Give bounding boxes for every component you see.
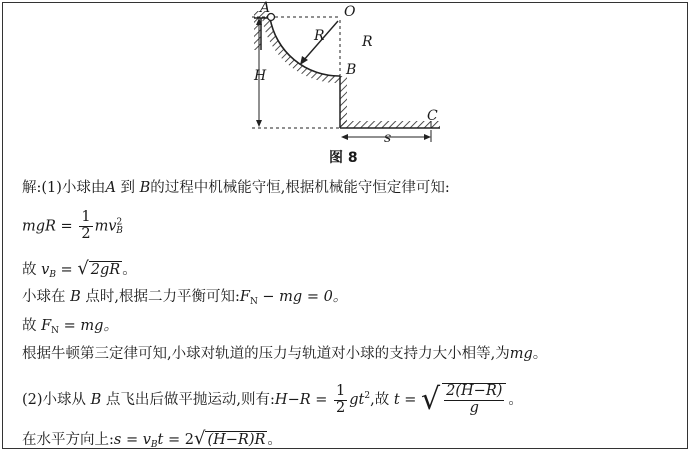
var: F (239, 289, 250, 305)
text: 。 (122, 262, 137, 278)
text: 点时,根据二力平衡可知: (85, 289, 240, 305)
denominator: 2 (81, 225, 91, 242)
radicand: 2gR (90, 262, 121, 278)
text: 小球在 (22, 289, 66, 305)
subscript: N (51, 326, 60, 336)
var: F (41, 318, 52, 334)
label-H: H (254, 68, 267, 84)
text: 。 (508, 392, 523, 408)
sqrt-icon: √ (193, 428, 206, 449)
label-A: A (260, 0, 271, 16)
text: = (310, 392, 333, 408)
var: s (113, 432, 122, 448)
solution-line-6 (22, 346, 547, 363)
label-O: O (344, 4, 356, 20)
exponent: 2 (364, 391, 371, 401)
text: = mg。 (59, 318, 118, 334)
sqrt-icon: √ (77, 258, 89, 279)
label-R-radius: R (314, 28, 325, 44)
numerator: 2(H−R) (446, 383, 503, 400)
var: A (105, 180, 116, 196)
text: 在水平方向上: (22, 432, 114, 448)
label-B: B (346, 62, 357, 78)
text: = (55, 262, 78, 278)
label-s: s (384, 130, 392, 146)
var: t (157, 432, 164, 448)
text: ,故 (370, 392, 394, 408)
solution-line-4 (22, 289, 347, 308)
text: = (399, 392, 422, 408)
s-dim-arrow-left (341, 134, 348, 140)
denominator: g (469, 400, 479, 416)
var: B (90, 392, 102, 408)
radicand: (H−R)R (207, 432, 266, 448)
text: 的过程中机械能守恒,根据机械能守恒定律可知: (150, 180, 450, 196)
text: = (55, 218, 78, 235)
text: 。 (532, 346, 548, 362)
text: 。 (267, 432, 282, 448)
solution-line-8 (22, 428, 282, 451)
text: (2)小球从 (22, 392, 87, 408)
text: 解:(1)小球由 (22, 180, 106, 196)
solution-line-5 (22, 318, 118, 337)
s-dim-arrow-right (424, 134, 431, 140)
var: B (139, 180, 151, 196)
var: mgR (22, 218, 56, 235)
text: = 2 (163, 432, 194, 448)
var: mv (94, 218, 117, 235)
sqrt-icon: √ (421, 382, 441, 417)
wall-BC-hatch (340, 76, 347, 128)
text: − mg = 0。 (257, 289, 348, 305)
solution-line-7 (22, 382, 523, 418)
fraction (79, 210, 92, 243)
text: 故 (22, 318, 42, 334)
var: B (70, 289, 81, 305)
label-R-side: R (362, 34, 373, 50)
text: 到 (120, 180, 136, 196)
label-C: C (427, 108, 438, 124)
numerator: 1 (336, 382, 346, 399)
var: gt (349, 392, 365, 408)
text: = (121, 432, 143, 448)
figure-caption: 图 8 (329, 150, 358, 166)
radical-fraction (442, 383, 506, 417)
subscript: N (249, 297, 258, 307)
exponent: 2 (116, 217, 123, 228)
text: 故 (22, 262, 42, 278)
subscript: B (49, 270, 56, 280)
var: mg (509, 346, 533, 362)
numerator: 1 (81, 209, 91, 225)
var: v (142, 432, 151, 448)
fraction (334, 384, 347, 417)
var: H−R (274, 392, 311, 408)
ground-hatch (340, 121, 440, 128)
subscript: B (116, 226, 123, 237)
solution-line-3 (22, 258, 137, 281)
solution-line-2 (22, 210, 123, 243)
var: v (41, 262, 50, 278)
curved-track-hatch (262, 18, 340, 83)
figure-8-diagram (0, 0, 692, 170)
var: t (393, 392, 400, 408)
h-dim-arrow-bottom (256, 120, 262, 127)
denominator: 2 (336, 399, 346, 416)
solution-line-1 (22, 180, 450, 197)
text: 点飞出后做平抛运动,则有: (105, 392, 275, 408)
text: 根据牛顿第三定律可知,小球对轨道的压力与轨道对小球的支持力大小相等,为 (22, 346, 510, 362)
subscript: B (150, 440, 158, 450)
